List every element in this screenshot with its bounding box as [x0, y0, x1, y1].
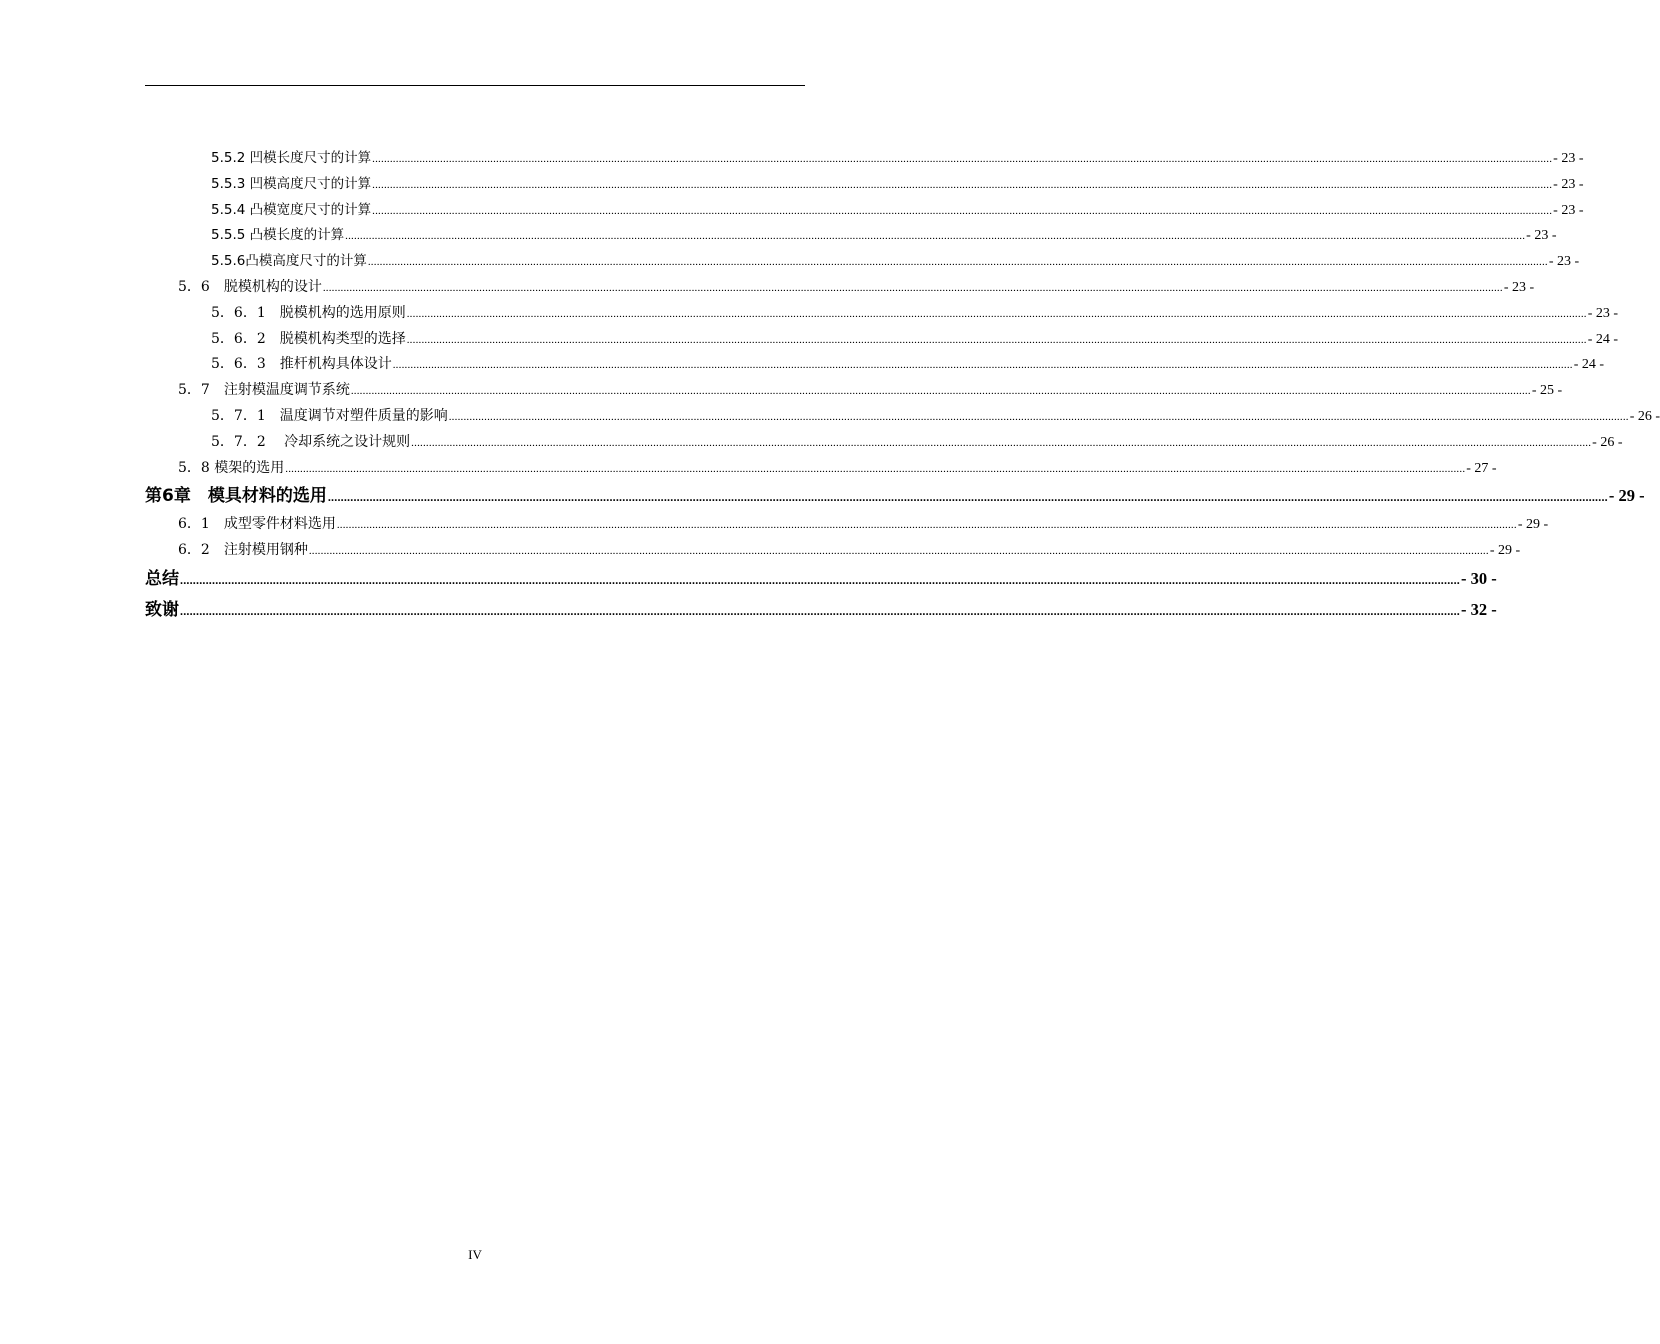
toc-entry[interactable]: [145, 481, 1645, 512]
toc-leader-dots: ................................................................................................................................................................................................................................................................................................................................................................................................................: [372, 153, 1553, 165]
toc-leader-dots: ................................................................................................................................................................................................................................................................................................................................................................................................................: [392, 359, 1573, 372]
toc-leader-dots: ................................................................................................................................................................................................................................................................................................................................................................................................................: [180, 572, 1460, 587]
toc-entry[interactable]: [145, 404, 1660, 430]
toc-entry-page: - 23 -: [1526, 228, 1557, 244]
toc-entry-page: - 25 -: [1531, 383, 1563, 399]
toc-entry-page: - 29 -: [1517, 517, 1549, 533]
toc-entry-title: 5．7 注射模温度调节系统: [178, 382, 350, 399]
toc-leader-dots: ................................................................................................................................................................................................................................................................................................................................................................................................................: [180, 603, 1460, 618]
toc-entry-page: - 32 -: [1461, 599, 1497, 619]
toc-entry-page: - 26 -: [1629, 408, 1660, 424]
toc-entry-page: - 26 -: [1592, 434, 1623, 450]
toc-leader-dots: ................................................................................................................................................................................................................................................................................................................................................................................................................: [345, 230, 1526, 243]
toc-entry-page: - 29 -: [1489, 543, 1521, 559]
toc-entry-title: 5．6．2 脱模机构类型的选择: [211, 330, 406, 347]
toc-entry-title: 第6章 模具材料的选用: [145, 486, 327, 507]
toc-entry[interactable]: [145, 301, 1619, 327]
toc-entry-page: - 24 -: [1587, 331, 1619, 347]
toc-leader-dots: ................................................................................................................................................................................................................................................................................................................................................................................................................: [372, 204, 1553, 217]
toc-entry[interactable]: [145, 512, 1549, 538]
toc-leader-dots: ................................................................................................................................................................................................................................................................................................................................................................................................................: [406, 333, 1587, 346]
toc-entry-page: - 23 -: [1587, 305, 1619, 321]
toc-entry-title: 5.5.4 凸模宽度尺寸的计算: [211, 201, 372, 218]
toc-leader-dots: ................................................................................................................................................................................................................................................................................................................................................................................................................: [350, 385, 1531, 398]
toc-entry[interactable]: [145, 538, 1521, 564]
toc-leader-dots: ................................................................................................................................................................................................................................................................................................................................................................................................................: [327, 490, 1608, 505]
toc-leader-dots: ................................................................................................................................................................................................................................................................................................................................................................................................................: [411, 436, 1592, 449]
table-of-contents: [145, 146, 1660, 626]
toc-entry[interactable]: [145, 223, 1557, 249]
toc-entry-title: 5．6．3 推杆机构具体设计: [211, 356, 392, 373]
toc-entry-page: - 23 -: [1553, 151, 1584, 166]
toc-entry[interactable]: [145, 172, 1584, 198]
toc-entry-page: - 23 -: [1548, 254, 1580, 270]
toc-entry-title: 5．7．1 温度调节对塑件质量的影响: [211, 407, 448, 424]
toc-entry-title: 5．6 脱模机构的设计: [178, 278, 322, 295]
toc-entry-title: 总结: [145, 568, 179, 589]
toc-leader-dots: ................................................................................................................................................................................................................................................................................................................................................................................................................: [285, 462, 1466, 475]
toc-entry-title: 6．1 成型零件材料选用: [178, 516, 336, 533]
toc-leader-dots: ................................................................................................................................................................................................................................................................................................................................................................................................................: [372, 178, 1553, 191]
toc-entry-title: 5．6．1 脱模机构的选用原则: [211, 304, 406, 321]
page-number: IV: [468, 1247, 482, 1262]
toc-leader-dots: ................................................................................................................................................................................................................................................................................................................................................................................................................: [336, 519, 1517, 532]
toc-entry-title: 5.5.5 凸模长度的计算: [211, 227, 345, 244]
toc-leader-dots: ................................................................................................................................................................................................................................................................................................................................................................................................................: [448, 410, 1629, 423]
toc-entry-title: 5.5.3 凹模高度尺寸的计算: [211, 175, 372, 192]
toc-entry-page: - 27 -: [1466, 460, 1497, 476]
toc-entry-page: - 30 -: [1461, 568, 1497, 588]
toc-leader-dots: ................................................................................................................................................................................................................................................................................................................................................................................................................: [322, 281, 1503, 294]
toc-entry[interactable]: [145, 456, 1497, 482]
toc-leader-dots: ................................................................................................................................................................................................................................................................................................................................................................................................................: [367, 256, 1548, 269]
toc-entry-title: 致谢: [145, 599, 179, 620]
toc-entry[interactable]: [145, 564, 1497, 595]
toc-entry-page: - 29 -: [1608, 486, 1645, 506]
toc-entry-page: - 23 -: [1553, 176, 1584, 192]
toc-entry-page: - 23 -: [1553, 202, 1584, 218]
toc-entry[interactable]: [145, 352, 1605, 378]
toc-entry-title: 6．2 注射模用钢种: [178, 542, 308, 559]
header-rule: [145, 85, 805, 86]
toc-entry[interactable]: [145, 198, 1584, 224]
toc-entry[interactable]: [145, 146, 1584, 172]
toc-entry[interactable]: [145, 430, 1623, 456]
toc-leader-dots: ................................................................................................................................................................................................................................................................................................................................................................................................................: [308, 545, 1489, 558]
toc-entry[interactable]: [145, 378, 1563, 404]
toc-entry-page: - 23 -: [1503, 279, 1535, 295]
toc-entry-title: 5．8 模架的选用: [178, 459, 285, 476]
toc-entry[interactable]: [145, 275, 1535, 301]
toc-entry-title: 5．7．2 冷却系统之设计规则: [211, 433, 411, 450]
toc-entry-title: 5.5.2 凹模长度尺寸的计算: [211, 150, 372, 166]
toc-leader-dots: ................................................................................................................................................................................................................................................................................................................................................................................................................: [406, 307, 1587, 320]
toc-entry[interactable]: [145, 327, 1619, 353]
toc-entry[interactable]: [145, 249, 1580, 275]
toc-entry-title: 5.5.6凸模高度尺寸的计算: [211, 253, 367, 270]
toc-entry-page: - 24 -: [1573, 357, 1605, 373]
toc-entry[interactable]: [145, 595, 1497, 626]
